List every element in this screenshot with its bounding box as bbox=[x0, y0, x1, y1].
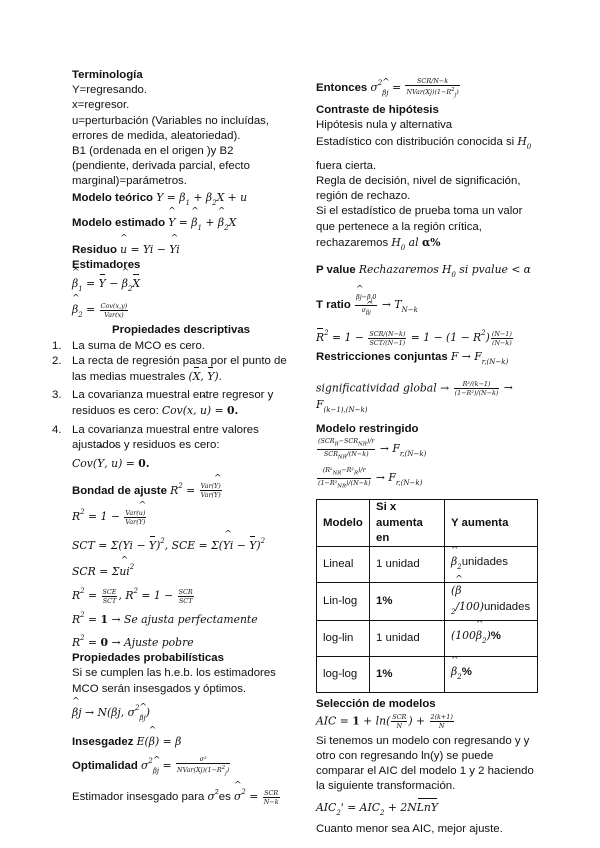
term-line-4: B1 (ordenada en el origen )y B2 (pendiente, derivada parcial, efecto marginal)=parámetros. bbox=[72, 145, 250, 188]
estimador-b1: ^ $\beta_1 = Y$ − ^ $\beta_2X$ bbox=[72, 276, 290, 297]
p-value: P value Rechazaremos $H_0$ si pvalue < α bbox=[316, 263, 531, 280]
estimador-b2: ^ $\beta_2$ = $\frac{\text{Cov(x,y)}}{\text{Var(x)}}$ bbox=[72, 302, 290, 324]
distribucion-beta: ^ βj → N(βj, $\sigma^2\^{}$ $_{\beta j}$) bbox=[72, 701, 290, 726]
sct-sce-formula: SCT = $\Sigma(Yi - Y)^2$, SCE = Σ(^ Yi − Y)$^2$ bbox=[72, 534, 290, 554]
estimadores-heading: Estimadores bbox=[72, 259, 141, 272]
restringido-formula-1: $\frac{(SCR_R-SCR_{NR})/r}{SCR_{NR}/(N-k)}$ → $F_{r,(N-k)}$ bbox=[318, 437, 427, 460]
contraste-line-2: Estadístico con distribución conocida si $H_0$ bbox=[316, 134, 532, 151]
prop-desc-heading: Propiedades descriptivas bbox=[111, 324, 250, 337]
aic-transform: $AIC_2' = AIC_2$ + 2NLnY bbox=[316, 801, 438, 818]
residuo-formula: ^ u = Yi − ^ Yi bbox=[120, 243, 180, 256]
table-header: Modelo bbox=[317, 500, 370, 547]
list-item: 3. La covarianza muestral entre regresor y residuos es cero: Cov(x, ^ u) = 0. bbox=[72, 388, 290, 419]
modelo-restringido-heading: Modelo restringido bbox=[316, 423, 419, 436]
transformaciones-table bbox=[316, 499, 538, 693]
table-row: log-lin 1 unidad (100^ $\beta_2)\%$ bbox=[317, 621, 538, 657]
right-column bbox=[316, 76, 542, 837]
term-line-3: u=perturbación (Variables no incluídas, errores de medida, aleatoriedad). bbox=[72, 114, 270, 142]
seleccion-text: Si tenemos un modelo con regresando y y otro con regresando ln(y) se puede comparar el AIC del modelo 1 y 2 haciendo la siguiente transformación. bbox=[316, 734, 534, 793]
list-item: 1. La suma de MCO es cero. bbox=[52, 339, 205, 352]
list-item: 4. La covarianza muestral entre valores ajustados y residuos es cero: Cov(^ Y, ^ u) = 0. bbox=[72, 423, 290, 475]
prop-prob-heading: Propiedades probabilísticas bbox=[72, 652, 224, 665]
modelo-estimado-formula: ^ Y = ^ $\beta_1$ + ^ $\beta_2X$ bbox=[168, 216, 236, 229]
term-line-1: Y=regresando. bbox=[72, 84, 148, 97]
contraste-line-3: fuera cierta. bbox=[316, 159, 377, 172]
r2-sce-sct: $R^2$ = $\frac{\text{SCE}}{\text{SCT}}$ , $R^2 = 1$ − $\frac{\text{SCR}}{\text{SCT}}$ bbox=[72, 587, 193, 605]
tratio-label: T ratio bbox=[316, 299, 351, 312]
term-line-2: x=regresor. bbox=[72, 99, 130, 112]
pvalue-label: P value bbox=[316, 264, 356, 277]
modelo-teorico-formula: $Y = \beta_1 + \beta_2X + u$ bbox=[156, 190, 248, 207]
restricciones: Restricciones conjuntas $F \to F_{r,(N-k)}$ bbox=[316, 349, 509, 366]
signif-global: significatividad global → $\frac{\text{R²/(k−1)}}{\text{(1−R²)/(N−k)}}$ → $F_{(k-1),(N-k)}$ bbox=[316, 379, 513, 414]
t-ratio: T ratio ^ $\frac{\beta j-\beta_j0}{\sigma\^{} _{\beta j}}$ → $T_{N-k}$ bbox=[316, 293, 542, 318]
entonces: Entonces $\sigma^2\^{}$ $_{\beta j}$ = $\frac{\text{SCR/N−k}}{NVar(Xj)(1-R^2_j)}$ bbox=[316, 76, 542, 101]
r2-equals-1: $R^2 = 1 \to Se$ ajusta perfectamente bbox=[72, 610, 258, 626]
contraste-heading: Contraste de hipótesis bbox=[316, 104, 439, 117]
cov-den: Var(x) bbox=[104, 310, 124, 319]
cov-num: Cov(x,y) bbox=[100, 301, 128, 310]
table-row: Lineal 1 unidad ^ $\beta_2unidades$ bbox=[317, 546, 538, 582]
optimalidad-label: Optimalidad bbox=[72, 760, 138, 773]
insesgadez: Insesgadez E(^ β) = β bbox=[72, 734, 290, 750]
residuo bbox=[72, 242, 290, 258]
r2-ajustado: $R^2 = 1$ − $\frac{\text{SCR/(N−k)}}{\text{SCT/(N−1)}}$ = $1 - (1 - R^2)$ $\frac{(N-1)}{(N-k)}$ bbox=[316, 329, 512, 347]
seleccion-heading: Selección de modelos bbox=[316, 698, 436, 711]
modelo-estimado-label: Modelo estimado bbox=[72, 216, 166, 229]
residuo-label: Residuo bbox=[72, 244, 117, 257]
table-header-row bbox=[317, 500, 538, 547]
optimalidad: Optimalidad $\sigma^2\^{}$ $_{\beta j}$ = $\frac{\text{σ²}}{NVar(Xj)(1-R^2_j)}$ bbox=[72, 754, 290, 779]
contraste-line-1: Hipótesis nula y alternativa bbox=[316, 119, 453, 132]
cuanto-menor: Cuanto menor sea AIC, mejor ajuste. bbox=[316, 822, 503, 835]
insesgadez-label: Insesgadez bbox=[72, 736, 134, 749]
table-row: Lin-log 1% (^ $\beta_2/100)unidades$ bbox=[317, 582, 538, 620]
r2-equals-0: $R^2 = 0$ → Ajuste pobre bbox=[72, 634, 194, 650]
contraste-line-5: Si el estadístico de prueba toma un valor que pertenece a la región crítica, rechazaremos $H_0$ al α% bbox=[316, 205, 523, 252]
restricciones-label: Restricciones conjuntas bbox=[316, 350, 448, 363]
contraste-line-4: Regla de decisión, nivel de significación, región de rechazo. bbox=[316, 175, 521, 203]
table-row: log-log 1% ^ $\beta_2\%$ bbox=[317, 657, 538, 693]
modelo-teorico bbox=[72, 190, 290, 211]
modelo-estimado bbox=[72, 215, 290, 236]
aic-formula: AIC = 1 + ln( $\frac{\text{SCR}}{N}$ ) + $\frac{2(k+1)}{N}$ bbox=[316, 712, 453, 730]
left-column bbox=[52, 68, 290, 806]
terminologia-heading: Terminología bbox=[72, 69, 143, 81]
list-item: 2. La recta de regresión pasa por el punto de las medias muestrales (X, Y). bbox=[52, 354, 287, 383]
bondad-label: Bondad de ajuste bbox=[72, 484, 167, 497]
table-header: Y aumenta bbox=[445, 500, 538, 547]
prop-prob-text: Si se cumplen las h.e.b. los estimadores MCO serán insesgados y óptimos. bbox=[72, 667, 276, 695]
estimador-insesgado: Estimador insesgado para $\sigma^2es$ ^ $\sigma^2$ = $\frac{\text{SCR}}{N-k}$ bbox=[72, 785, 290, 805]
modelo-teorico-label: Modelo teórico bbox=[72, 191, 154, 204]
entonces-label: Entonces bbox=[316, 82, 368, 94]
r2-formula-2: $R^2 = 1$ − $\frac{\text{Var(\textasciicircum{} u)}}{\text{Var(Y)}}$ bbox=[72, 505, 290, 525]
restringido-formula-2: $\frac{(R^2_{NR}-R^2_R)/r}{(1-R^2_{NR})/(N-k)}$ → $F_{r,(N-k)}$ bbox=[318, 466, 423, 489]
bondad-ajuste: Bondad de ajuste $R^2$ = $\frac{\text{Var(\textasciicircum{} Y)}}{\text{Var(Y)}}$ bbox=[72, 479, 290, 499]
prop-desc-list bbox=[52, 339, 290, 475]
table-header: Si x aumenta en bbox=[370, 500, 445, 547]
scr-formula: SCR = Σ^ $ui^2$ bbox=[72, 560, 290, 580]
